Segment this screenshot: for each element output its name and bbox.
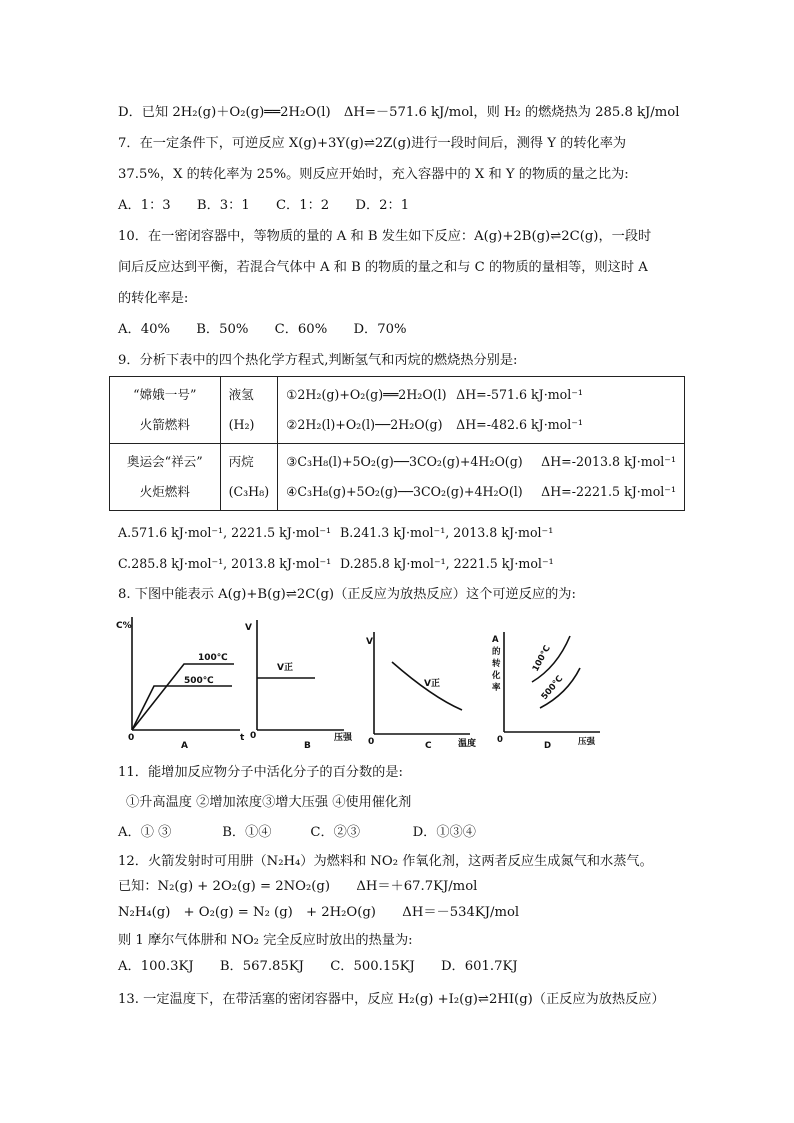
question-10-line-3: 的转化率是: bbox=[118, 291, 189, 306]
question-12-options bbox=[118, 957, 540, 977]
option-c: C.285.8 kJ·mol⁻¹, 2013.8 kJ·mol⁻¹ bbox=[118, 556, 332, 571]
option-b: B．567.85KJ bbox=[219, 959, 304, 974]
question-12-line-4: 则 1 摩尔气体肼和 NO₂ 完全反应时放出的热量为: bbox=[118, 933, 413, 948]
question-11-options bbox=[118, 823, 498, 843]
enthalpy: ΔH=-482.6 kJ·mol⁻¹ bbox=[456, 417, 583, 432]
graph-b-tag: B bbox=[304, 741, 311, 751]
question-10-line-1: 10．在一密闭容器中，等物质的量的 A 和 B 发生如下反应：A(g)+2B(g)⇌2C(g)，一段时 bbox=[118, 229, 652, 244]
graph-c-curve-label: V正 bbox=[424, 679, 440, 689]
graph-b-xlabel: 压强 bbox=[334, 733, 353, 743]
cell-text: 火箭燃料 bbox=[139, 417, 190, 432]
equation: ④C₃H₈(g)+5O₂(g)──3CO₂(g)+4H₂O(l) bbox=[286, 484, 523, 499]
question-12-line-3: N₂H₄(g) + O₂(g) = N₂ (g) + 2H₂O(g) ΔH＝－534KJ/mol bbox=[118, 905, 520, 920]
graph-d-ylabel: 率 bbox=[492, 683, 501, 693]
option-d: D．601.7KJ bbox=[440, 959, 518, 974]
option-c: C．500.15KJ bbox=[330, 959, 415, 974]
graph-c-ylabel: V bbox=[366, 637, 373, 647]
cell-text: (C₃H₈) bbox=[228, 484, 270, 499]
graph-b-ylabel: V bbox=[245, 623, 252, 633]
table-cell-fuel bbox=[220, 444, 278, 511]
question-13-line-1: 13. 一定温度下，在带活塞的密闭容器中，反应 H₂(g) +I₂(g)⇌2HI(g)（正反应为放热反应） bbox=[118, 992, 665, 1007]
option-a: A.571.6 kJ·mol⁻¹, 2221.5 kJ·mol⁻¹ bbox=[118, 525, 332, 540]
graph-a-label-500: 500℃ bbox=[184, 676, 214, 686]
question-12-line-2: 已知：N₂(g) + 2O₂(g) = 2NO₂(g) ΔH＝＋67.7KJ/mol bbox=[118, 879, 478, 894]
graph-d-ylabel: A bbox=[492, 635, 499, 645]
table-cell-use bbox=[110, 444, 221, 511]
graph-a-ylabel: C% bbox=[116, 621, 132, 631]
equation: ①2H₂(g)+O₂(g)══2H₂O(l) bbox=[286, 387, 447, 402]
question-12-line-1: 12．火箭发射时可用肼（N₂H₄）为燃料和 NO₂ 作氧化剂，这两者反应生成氮气和水蒸气。 bbox=[118, 854, 653, 869]
graph-d-label-500: 500℃ bbox=[539, 674, 566, 702]
graph-c-tag: C bbox=[425, 741, 432, 751]
option-b: B.241.3 kJ·mol⁻¹, 2013.8 kJ·mol⁻¹ bbox=[340, 525, 554, 540]
question-9-options-ab bbox=[118, 523, 553, 543]
question-10-line-2: 间后反应达到平衡，若混合气体中 A 和 B 的物质的量之和与 C 的物质的量相等，则这时 A bbox=[118, 260, 648, 275]
graph-d-ylabel: 化 bbox=[492, 671, 501, 681]
curve-500c bbox=[132, 686, 232, 730]
option-c: C．②③ bbox=[310, 825, 361, 840]
question-8-prompt: 8. 下图中能表示 A(g)+B(g)⇌2C(g)（正反应为放热反应）这个可逆反应的为: bbox=[118, 587, 576, 602]
option-c: C．1：2 bbox=[275, 198, 330, 213]
option-c: C．60% bbox=[274, 322, 328, 337]
option-a: A．① ③ bbox=[118, 825, 172, 840]
graph-a-origin: 0 bbox=[128, 733, 135, 743]
graph-a bbox=[132, 617, 240, 730]
option-d: D．70% bbox=[353, 322, 407, 337]
graph-d-ylabel: 的 bbox=[492, 647, 501, 657]
question-8-graphs bbox=[112, 612, 612, 757]
question-7-line-2: 37.5%，X 的转化率为 25%。则反应开始时，充入容器中的 X 和 Y 的物质的量之比为: bbox=[118, 167, 629, 182]
cell-text: “嫦娥一号” bbox=[133, 387, 197, 402]
question-7-line-1: 7．在一定条件下，可逆反应 X(g)+3Y(g)⇌2Z(g)进行一段时间后，测得 Y 的转化率为 bbox=[118, 136, 627, 151]
cell-text: 火炬燃料 bbox=[139, 484, 190, 499]
option-b: B．①④ bbox=[222, 825, 272, 840]
graph-d-origin: 0 bbox=[497, 735, 503, 745]
table-cell-use bbox=[110, 377, 221, 444]
option-b: B．50% bbox=[196, 322, 249, 337]
graph-c bbox=[374, 632, 470, 734]
table-cell-equations bbox=[278, 377, 685, 444]
question-9-options-cd bbox=[118, 554, 554, 574]
graph-d-ylabel: 转 bbox=[492, 659, 501, 669]
table-cell-equations bbox=[278, 444, 685, 511]
cell-text: (H₂) bbox=[228, 417, 255, 432]
option-d: D.285.8 kJ·mol⁻¹, 2221.5 kJ·mol⁻¹ bbox=[340, 556, 554, 571]
graph-c-xlabel: 温度 bbox=[458, 739, 477, 749]
table-row bbox=[110, 377, 685, 444]
option-b: B．3：1 bbox=[196, 198, 250, 213]
option-a: A．40% bbox=[118, 322, 171, 337]
option-a: A．100.3KJ bbox=[118, 959, 194, 974]
question-9-prompt: 9．分析下表中的四个热化学方程式,判断氢气和丙烷的燃烧热分别是: bbox=[118, 353, 518, 368]
graph-b-origin: 0 bbox=[250, 731, 257, 741]
enthalpy: ΔH=-2013.8 kJ·mol⁻¹ bbox=[541, 454, 676, 469]
equation: ②2H₂(l)+O₂(l)──2H₂O(g) bbox=[286, 417, 443, 432]
question-7-options bbox=[118, 196, 431, 216]
graph-d-label-100: 100℃ bbox=[530, 643, 553, 674]
graph-a-tag: A bbox=[181, 741, 188, 751]
thermochemical-table bbox=[109, 376, 685, 511]
table-cell-fuel bbox=[220, 377, 278, 444]
enthalpy: ΔH=-571.6 kJ·mol⁻¹ bbox=[456, 387, 583, 402]
equation: ③C₃H₈(l)+5O₂(g)──3CO₂(g)+4H₂O(g) bbox=[286, 454, 523, 469]
graph-a-label-100: 100℃ bbox=[198, 653, 228, 663]
graphs-svg bbox=[112, 612, 612, 757]
option-d: D．①③④ bbox=[412, 825, 476, 840]
cell-text: 丙烷 bbox=[228, 454, 254, 469]
table-row bbox=[110, 444, 685, 511]
graph-c-origin: 0 bbox=[368, 737, 375, 747]
cell-text: 液氢 bbox=[228, 387, 254, 402]
question-10-options bbox=[118, 320, 429, 340]
graph-a-xlabel: t bbox=[240, 733, 245, 743]
enthalpy: ΔH=-2221.5 kJ·mol⁻¹ bbox=[541, 484, 676, 499]
option-d: D．2：1 bbox=[355, 198, 410, 213]
question-11-items: ①升高温度 ②增加浓度③增大压强 ④使用催化剂 bbox=[126, 795, 412, 810]
curve-100c bbox=[132, 664, 234, 730]
graph-d-tag: D bbox=[544, 741, 552, 751]
graph-b-curve-label: V正 bbox=[277, 663, 293, 673]
option-d-statement: D．已知 2H₂(g)＋O₂(g)══2H₂O(l) ΔH=－571.6 kJ/mol，则 H₂ 的燃烧热为 285.8 kJ/mol bbox=[118, 105, 680, 120]
graph-d-xlabel: 压强 bbox=[578, 737, 596, 747]
graph-b bbox=[257, 620, 344, 730]
option-a: A．1：3 bbox=[118, 198, 171, 213]
question-11-prompt: 11．能增加反应物分子中活化分子的百分数的是: bbox=[118, 765, 403, 780]
cell-text: 奥运会“祥云” bbox=[126, 454, 203, 469]
